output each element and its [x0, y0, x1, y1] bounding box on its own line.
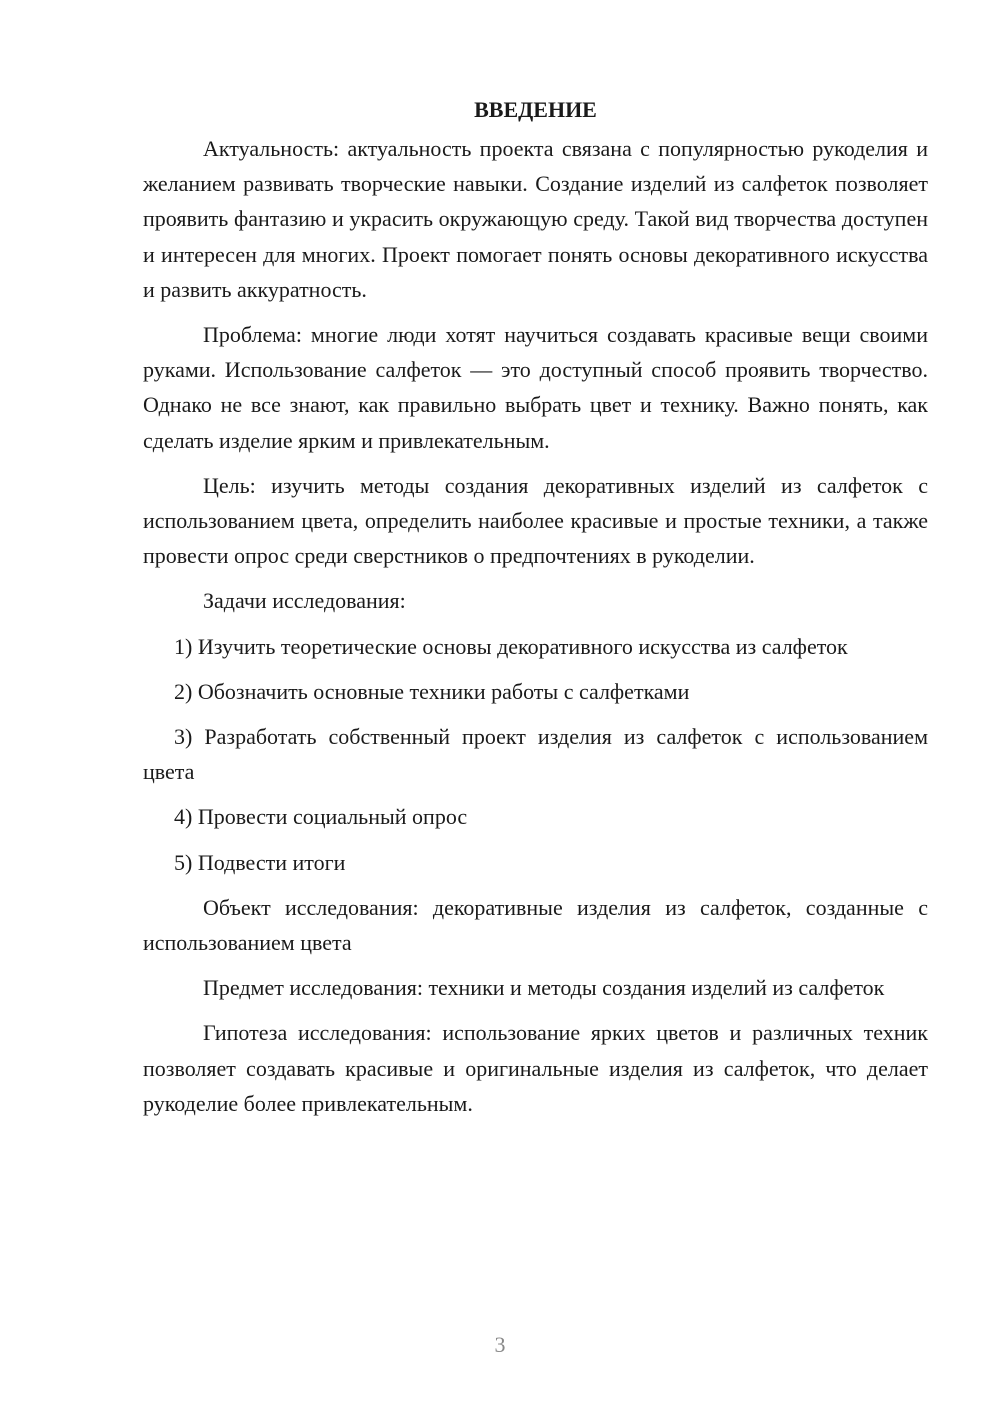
object-paragraph: Объект исследования: декоративные изделия из салфеток, созданные с использованием цвета	[143, 894, 928, 956]
page-number: 3	[494, 1332, 506, 1357]
goal-paragraph: Цель: изучить методы создания декоративных изделий из салфеток с использованием цвета, определить наиболее красивые и простые техники, а также провести опрос среди сверстников о предпочтениях в рукоделии.	[143, 472, 928, 569]
task-item-5: 5) Подвести итоги	[174, 849, 346, 875]
hypothesis-paragraph: Гипотеза исследования: использование ярких цветов и различных техник позволяет создавать красивые и оригинальные изделия из салфеток, что делает рукоделие более привлекательным.	[143, 1020, 928, 1116]
relevance-paragraph: Актуальность: актуальность проекта связана с популярностью рукоделия и желанием развивать творческие навыки. Создание изделий из салфеток позволяет проявить фантазию и украсить окружающую среду. Такой вид творчества доступен и интересен для многих. Проект помогает понять основы декоративного искусства и развить аккуратность.	[143, 136, 928, 302]
tasks-title: Задачи исследования:	[203, 588, 406, 614]
document-page	[143, 95, 928, 1131]
task-item-2: 2) Обозначить основные техники работы с салфетками	[174, 678, 690, 704]
page-title: ВВЕДЕНИЕ	[474, 97, 597, 122]
task-item-1: 1) Изучить теоретические основы декоративного искусства из салфеток	[174, 633, 848, 659]
task-item-3: 3) Разработать собственный проект изделия из салфеток с использованием цвета	[143, 724, 928, 785]
problem-paragraph: Проблема: многие люди хотят научиться создавать красивые вещи своими руками. Использование салфеток — это доступный способ проявить творчество. Однако не все знают, как правильно выбрать цвет и технику. Важно понять, как сделать изделие ярким и привлекательным.	[143, 322, 928, 453]
subject-paragraph: Предмет исследования: техники и методы создания изделий из салфеток	[203, 975, 885, 1001]
task-item-4: 4) Провести социальный опрос	[174, 804, 468, 830]
